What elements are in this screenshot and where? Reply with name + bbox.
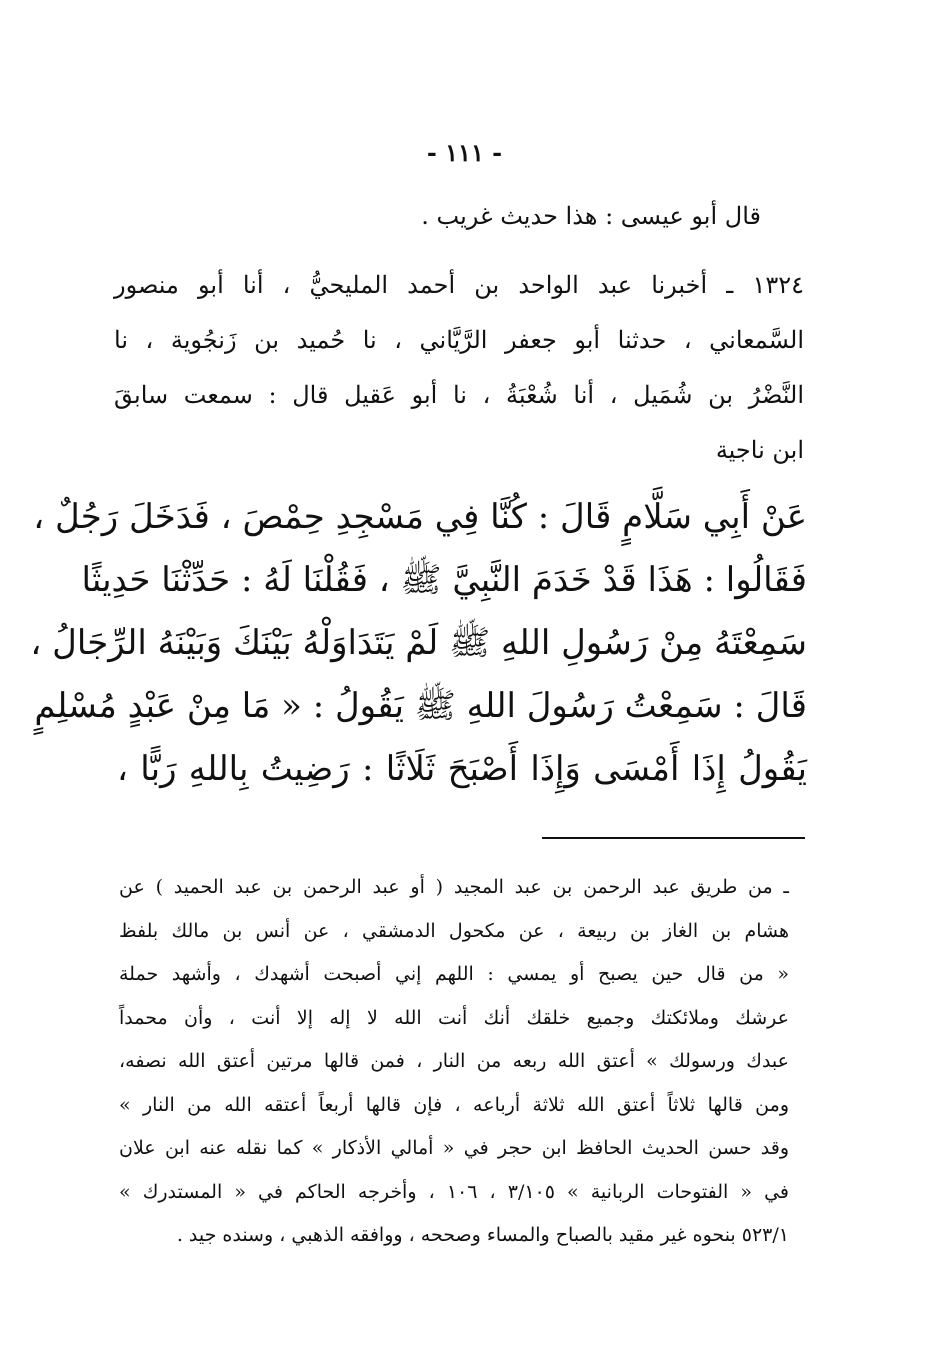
- footnote-line: « من قال حين يصبح أو يمسي : اللهم إني أصبحت أشهدك ، وأشهد حملة: [119, 963, 789, 985]
- hadith-line: فَقَالُوا : هَذَا قَدْ خَدَمَ النَّبِيَّ ﷺ ، فَقُلْنَا لَهُ : حَدِّثْنَا حَدِيثًا: [81, 560, 807, 600]
- hadith-line: عَنْ أَبِي سَلَّامٍ قَالَ : كُنَّا فِي مَسْجِدِ حِمْصَ ، فَدَخَلَ رَجُلٌ ،: [33, 497, 807, 537]
- footnote-line: ومن قالها ثلاثاً أعتق الله ثلاثة أرباعه ، فإن قالها أربعاً أعتقه الله من النار »: [119, 1093, 789, 1116]
- footnote-divider: [542, 837, 805, 839]
- footnote-line: عبدك ورسولك » أعتق الله ربعه من النار ، فمن قالها مرتين أعتق الله نصفه،: [119, 1050, 789, 1072]
- footnote-line: ٥٢٣/١ بنحوه غير مقيد بالصباح والمساء وصححه ، ووافقه الذهبي ، وسنده جيد .: [176, 1224, 789, 1246]
- footnote: [119, 866, 789, 1258]
- isnad-line: ١٣٢٤ ـ أخبرنا عبد الواحد بن أحمد المليحيُّ ، أنا أبو منصور: [114, 271, 804, 299]
- footnote-line: ـ من طريق عبد الرحمن بن عبد المجيد ( أو عبد الرحمن بن عبد الحميد ) عن: [119, 876, 789, 898]
- footnote-line: عرشك وملائكتك وجميع خلقك أنك أنت الله لا إله إلا أنت ، وأن محمداً: [119, 1006, 789, 1029]
- hadith-line: سَمِعْتَهُ مِنْ رَسُولِ اللهِ ﷺ لَمْ يَتَدَاوَلْهُ بَيْنَكَ وَبَيْنَهُ الرِّجَالُ ،: [30, 623, 807, 663]
- intro-line: قال أبو عيسى : هذا حديث غريب .: [421, 202, 761, 230]
- footnote-line: هشام بن الغاز بن ربيعة ، عن مكحول الدمشقي ، عن أنس بن مالك بلفظ: [119, 919, 789, 942]
- isnad-line: ابن ناجية: [715, 436, 804, 464]
- hadith-text: [30, 486, 807, 801]
- hadith-line: قَالَ : سَمِعْتُ رَسُولَ اللهِ ﷺ يَقُولُ : « مَا مِنْ عَبْدٍ مُسْلِمٍ: [34, 686, 807, 726]
- page-number: - ١١١ -: [426, 138, 503, 167]
- footnote-line: في « الفتوحات الربانية » ٣/١٠٥ ، ١٠٦ ، وأخرجه الحاكم في « المستدرك »: [119, 1180, 789, 1203]
- isnad-line: النَّضْرُ بن شُمَيل ، أنا شُعْبَةُ ، نا أبو عَقيل قال : سمعت سابقَ: [114, 381, 804, 409]
- isnad-line: السَّمعاني ، حدثنا أبو جعفر الرَّيَّاني ، نا حُميد بن زَنجُوية ، نا: [114, 326, 804, 354]
- hadith-line: يَقُولُ إِذَا أَمْسَى وَإِذَا أَصْبَحَ ثَلَاثًا : رَضِيتُ بِاللهِ رَبًّا ،: [117, 749, 807, 789]
- isnad-paragraph: [114, 258, 804, 478]
- footnote-line: وقد حسن الحديث الحافظ ابن حجر في « أمالي الأذكار » كما نقله عنه ابن علان: [119, 1137, 789, 1159]
